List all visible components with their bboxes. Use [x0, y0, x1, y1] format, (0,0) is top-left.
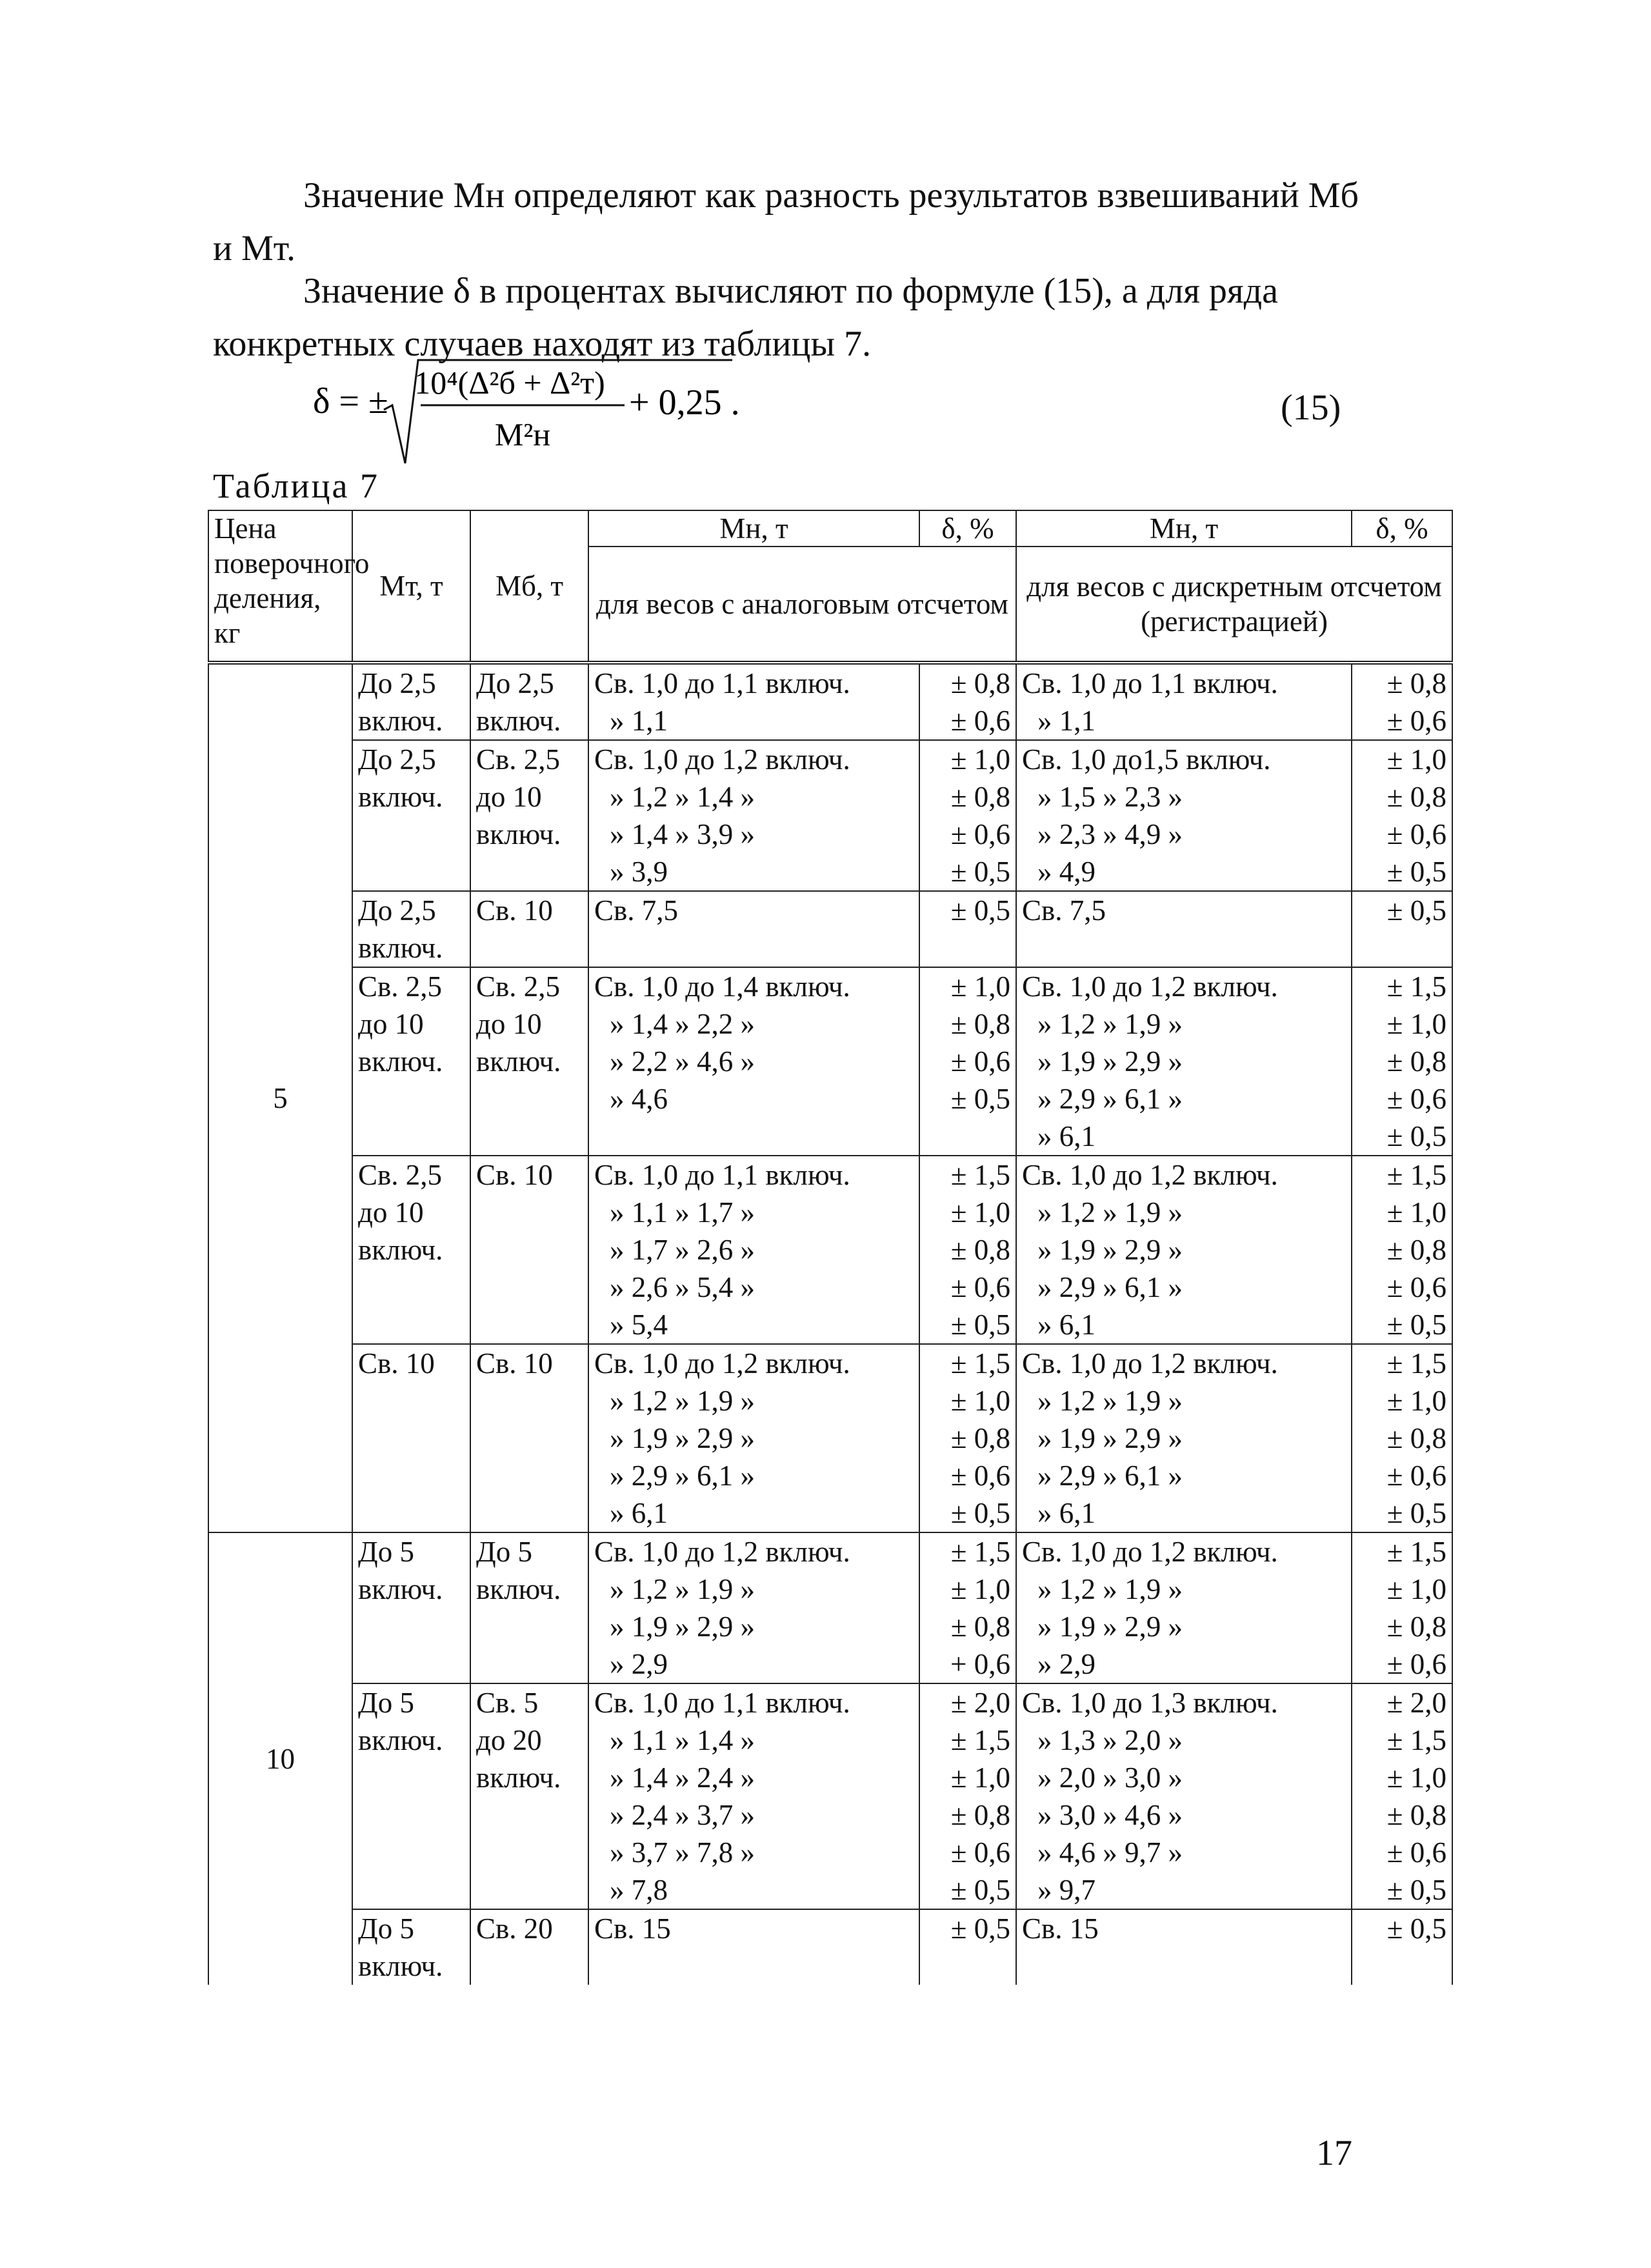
cell-line: Св. 1,0 до 1,2 включ.	[1022, 1347, 1278, 1380]
cell-mt	[352, 663, 470, 740]
cell-line: ± 0,5	[1386, 856, 1446, 888]
cell-line: Св. 1,0 до 1,2 включ.	[1022, 1536, 1278, 1568]
cell-line: » 2,0 » 3,0 »	[1037, 1761, 1183, 1794]
cell-line: ± 0,8	[950, 1008, 1010, 1040]
cell-line: ± 0,5	[950, 894, 1010, 927]
cell-line: До 2,5	[476, 667, 554, 699]
cell-line: Св. 1,0 до 1,1 включ.	[594, 1687, 850, 1719]
cell-line: ± 0,6	[1386, 818, 1446, 850]
equation-number: (15)	[1281, 388, 1341, 428]
cell-line: ± 0,6	[950, 818, 1010, 850]
cell-analog-mn	[588, 1532, 919, 1683]
paragraph-delta-formula-ref: Значение δ в процентах вычисляют по формуле (15), а для ряда конкретных случаев находят из таблицы 7.	[213, 271, 1279, 364]
cell-line: » 1,9 » 2,9 »	[1037, 1234, 1183, 1266]
cell-line: » 4,6	[610, 1083, 668, 1115]
table-row	[208, 1156, 1452, 1344]
cell-line: ± 1,5	[1386, 1536, 1446, 1568]
cell-line: Св. 15	[594, 1912, 671, 1945]
cell-line: ± 1,0	[1386, 1385, 1446, 1417]
cell-line: Св. 2,5	[358, 970, 443, 1003]
table-row	[208, 663, 1452, 740]
cell-line: включ.	[358, 932, 443, 964]
cell-line: Св. 1,0 до 1,2 включ.	[594, 1347, 850, 1380]
cell-line: » 2,9 » 6,1 »	[1037, 1271, 1183, 1303]
cell-line: До 5	[358, 1687, 414, 1719]
cell-discrete-delta	[1352, 891, 1452, 967]
cell-line: ± 1,0	[950, 1196, 1010, 1229]
cell-discrete-mn	[1016, 663, 1352, 740]
cell-line: ± 0,6	[1386, 1836, 1446, 1869]
cell-line: ± 1,0	[950, 1761, 1010, 1794]
formula-15	[0, 348, 1651, 477]
cell-line: » 2,2 » 4,6 »	[610, 1045, 755, 1078]
cell-line: » 9,7	[1037, 1874, 1096, 1906]
cell-line: » 1,9 » 2,9 »	[1037, 1611, 1183, 1643]
cell-analog-delta	[919, 1909, 1016, 1985]
cell-line: ± 0,6	[950, 1836, 1010, 1869]
cell-price-group: 10	[208, 1532, 352, 1985]
cell-analog-mn	[588, 1156, 919, 1344]
cell-mt	[352, 1909, 470, 1985]
cell-line: » 1,9 » 2,9 »	[1037, 1422, 1183, 1454]
cell-line: » 1,9 » 2,9 »	[610, 1611, 755, 1643]
cell-discrete-mn	[1016, 967, 1352, 1156]
cell-mb	[470, 1156, 588, 1344]
cell-line: до 20	[476, 1724, 542, 1756]
cell-line: » 4,6 » 9,7 »	[1037, 1836, 1183, 1869]
cell-analog-mn	[588, 1344, 919, 1532]
cell-line: » 1,1	[1037, 705, 1096, 737]
cell-line: включ.	[358, 1573, 443, 1605]
cell-discrete-mn	[1016, 1344, 1352, 1532]
cell-mb	[470, 1909, 588, 1985]
cell-line: включ.	[358, 705, 443, 737]
cell-line: ± 0,6	[1386, 1271, 1446, 1303]
cell-line: ± 1,0	[1386, 1761, 1446, 1794]
cell-line: ± 0,6	[1386, 1083, 1446, 1115]
cell-line: ± 0,8	[1386, 1045, 1446, 1078]
cell-line: » 1,7 » 2,6 »	[610, 1234, 755, 1266]
cell-line: ± 0,6	[950, 1271, 1010, 1303]
cell-line: ± 0,6	[1386, 705, 1446, 737]
header-mn-analog: Mн, т	[588, 510, 919, 547]
header-discrete: для весов с дискретным отсчетом (регистрацией)	[1016, 547, 1452, 663]
header-analog: для весов с аналоговым отсчетом	[588, 547, 1016, 663]
cell-line: ± 0,5	[950, 1497, 1010, 1529]
cell-analog-mn	[588, 967, 919, 1156]
cell-line: ± 0,8	[950, 781, 1010, 813]
cell-line: ± 0,5	[950, 1912, 1010, 1945]
cell-line: ± 1,5	[1386, 1347, 1446, 1380]
cell-line: ± 1,5	[1386, 970, 1446, 1003]
cell-line: Св. 10	[476, 1347, 553, 1380]
cell-line: » 7,8	[610, 1874, 668, 1906]
cell-line: » 1,4 » 2,2 »	[610, 1008, 755, 1040]
cell-line: ± 1,0	[950, 1385, 1010, 1417]
cell-discrete-delta	[1352, 1156, 1452, 1344]
cell-line: Св. 1,0 до 1,1 включ.	[594, 667, 850, 699]
cell-line: ± 2,0	[1386, 1687, 1446, 1719]
cell-line: ± 0,8	[1386, 781, 1446, 813]
cell-line: Св. 7,5	[1022, 894, 1106, 927]
cell-line: До 5	[358, 1536, 414, 1568]
cell-line: ± 1,5	[950, 1724, 1010, 1756]
cell-line: ± 0,8	[950, 1422, 1010, 1454]
cell-discrete-mn	[1016, 1909, 1352, 1985]
table-row	[208, 967, 1452, 1156]
cell-discrete-mn	[1016, 1532, 1352, 1683]
cell-line: До 2,5	[358, 667, 436, 699]
cell-discrete-delta	[1352, 1344, 1452, 1532]
cell-analog-mn	[588, 891, 919, 967]
cell-line: ± 0,8	[1386, 1799, 1446, 1831]
cell-line: ± 1,0	[1386, 1196, 1446, 1229]
cell-line: ± 0,8	[1386, 1611, 1446, 1643]
cell-line: Св. 2,5	[358, 1159, 443, 1191]
cell-line: Св. 10	[358, 1347, 435, 1380]
cell-analog-delta	[919, 1683, 1016, 1909]
cell-line: Св. 1,0 до 1,3 включ.	[1022, 1687, 1278, 1719]
cell-line: включ.	[476, 818, 561, 850]
cell-analog-delta	[919, 1156, 1016, 1344]
cell-line: ± 0,8	[950, 1611, 1010, 1643]
cell-line: ± 1,0	[1386, 1573, 1446, 1605]
cell-line: ± 1,0	[950, 1573, 1010, 1605]
cell-line: » 4,9	[1037, 856, 1096, 888]
cell-line: ± 0,5	[1386, 1874, 1446, 1906]
cell-line: включ.	[476, 1573, 561, 1605]
cell-line: ± 1,5	[1386, 1724, 1446, 1756]
formula-tail: + 0,25 .	[629, 383, 740, 423]
cell-line: ± 1,5	[1386, 1159, 1446, 1191]
cell-line: » 6,1	[610, 1497, 668, 1529]
cell-line: включ.	[358, 1234, 443, 1266]
cell-discrete-delta	[1352, 1909, 1452, 1985]
header-mt: Mт, т	[352, 510, 470, 663]
cell-line: включ.	[476, 705, 561, 737]
cell-mb	[470, 1532, 588, 1683]
page-number: 17	[1316, 2133, 1352, 2173]
cell-line: включ.	[476, 1761, 561, 1794]
cell-line: До 2,5	[358, 743, 436, 776]
cell-line: ± 0,6	[1386, 1648, 1446, 1680]
cell-line: ± 1,0	[1386, 743, 1446, 776]
formula-numerator: 10⁴(Δ²б + Δ²т)	[414, 365, 605, 401]
cell-line: » 1,2 » 1,9 »	[1037, 1573, 1183, 1605]
cell-line: ± 1,5	[950, 1159, 1010, 1191]
header-delta-analog: δ, %	[919, 510, 1016, 547]
table-row	[208, 1532, 1452, 1683]
cell-line: » 2,9 » 6,1 »	[1037, 1083, 1183, 1115]
header-delta-discrete: δ, %	[1352, 510, 1452, 547]
paragraph-mn-definition: Значение Mн определяют как разность результатов взвешиваний Mб и Mт.	[213, 176, 1359, 268]
table-row	[208, 1909, 1452, 1985]
cell-line: ± 0,8	[1386, 1422, 1446, 1454]
table-row	[208, 891, 1452, 967]
cell-mt	[352, 1683, 470, 1909]
cell-line: » 2,6 » 5,4 »	[610, 1271, 755, 1303]
cell-line: Св. 1,0 до 1,2 включ.	[594, 743, 850, 776]
cell-line: ± 0,5	[950, 1309, 1010, 1341]
cell-mt	[352, 891, 470, 967]
cell-discrete-delta	[1352, 1683, 1452, 1909]
cell-line: ± 0,5	[1386, 894, 1446, 927]
cell-line: » 5,4	[610, 1309, 668, 1341]
cell-line: ± 1,0	[950, 970, 1010, 1003]
cell-line: ± 0,6	[950, 1045, 1010, 1078]
cell-discrete-delta	[1352, 967, 1452, 1156]
cell-line: ± 0,6	[1386, 1460, 1446, 1492]
cell-line: » 1,2 » 1,9 »	[1037, 1196, 1183, 1229]
cell-line: ± 0,8	[950, 667, 1010, 699]
cell-line: » 1,2 » 1,4 »	[610, 781, 755, 813]
cell-line: ± 0,8	[1386, 667, 1446, 699]
cell-line: включ.	[358, 1950, 443, 1982]
cell-line: » 1,2 » 1,9 »	[1037, 1008, 1183, 1040]
cell-line: До 2,5	[358, 894, 436, 927]
cell-analog-delta	[919, 663, 1016, 740]
cell-line: » 2,3 » 4,9 »	[1037, 818, 1183, 850]
cell-mb	[470, 1344, 588, 1532]
cell-line: включ.	[358, 1045, 443, 1078]
cell-line: » 1,1 » 1,4 »	[610, 1724, 755, 1756]
table-caption: Таблица 7	[213, 467, 379, 505]
cell-analog-mn	[588, 1909, 919, 1985]
cell-mt	[352, 1156, 470, 1344]
cell-line: » 1,3 » 2,0 »	[1037, 1724, 1183, 1756]
formula-denominator: M²н	[494, 416, 551, 452]
cell-mb	[470, 663, 588, 740]
cell-line: » 3,0 » 4,6 »	[1037, 1799, 1183, 1831]
header-price: Цена поверочного деления, кг	[208, 510, 352, 663]
cell-line: » 2,9 » 6,1 »	[610, 1460, 755, 1492]
cell-line: Св. 10	[476, 894, 553, 927]
cell-line: Св. 1,0 до 1,2 включ.	[1022, 970, 1278, 1003]
cell-line: ± 0,5	[950, 856, 1010, 888]
cell-line: Св. 15	[1022, 1912, 1099, 1945]
cell-mt	[352, 740, 470, 891]
cell-line: Св. 5	[476, 1687, 539, 1719]
cell-discrete-delta	[1352, 740, 1452, 891]
cell-line: включ.	[476, 1045, 561, 1078]
cell-analog-mn	[588, 1683, 919, 1909]
cell-mt	[352, 967, 470, 1156]
cell-line: Св. 2,5	[476, 743, 561, 776]
cell-line: включ.	[358, 781, 443, 813]
cell-line: ± 0,5	[1386, 1120, 1446, 1152]
cell-line: ± 0,5	[1386, 1497, 1446, 1529]
cell-line: » 2,9	[1037, 1648, 1096, 1680]
cell-line: ± 0,6	[950, 1460, 1010, 1492]
cell-line: » 1,4 » 3,9 »	[610, 818, 755, 850]
cell-line: ± 0,5	[950, 1874, 1010, 1906]
cell-line: ± 1,0	[950, 743, 1010, 776]
cell-line: Св. 1,0 до1,5 включ.	[1022, 743, 1271, 776]
formula-lhs: δ = ±	[313, 381, 388, 421]
cell-line: включ.	[358, 1724, 443, 1756]
table-row	[208, 740, 1452, 891]
table-7	[208, 510, 1453, 1985]
cell-line: » 6,1	[1037, 1497, 1096, 1529]
cell-line: ± 1,0	[1386, 1008, 1446, 1040]
cell-analog-mn	[588, 740, 919, 891]
cell-line: » 2,4 » 3,7 »	[610, 1799, 755, 1831]
cell-line: » 6,1	[1037, 1120, 1096, 1152]
cell-line: » 1,9 » 2,9 »	[610, 1422, 755, 1454]
cell-line: » 1,2 » 1,9 »	[1037, 1385, 1183, 1417]
cell-line: » 1,2 » 1,9 »	[610, 1573, 755, 1605]
cell-line: ± 0,5	[950, 1083, 1010, 1115]
cell-line: ± 0,5	[1386, 1912, 1446, 1945]
cell-line: ± 1,5	[950, 1536, 1010, 1568]
cell-line: Св. 10	[476, 1159, 553, 1191]
cell-discrete-mn	[1016, 1683, 1352, 1909]
header-mb: Mб, т	[470, 510, 588, 663]
cell-analog-delta	[919, 967, 1016, 1156]
cell-line: До 5	[358, 1912, 414, 1945]
cell-line: Св. 7,5	[594, 894, 679, 927]
cell-line: ± 0,6	[950, 705, 1010, 737]
cell-line: Св. 1,0 до 1,1 включ.	[594, 1159, 850, 1191]
header-mn-discrete: Mн, т	[1016, 510, 1352, 547]
cell-line: до 10	[476, 1008, 542, 1040]
cell-line: » 6,1	[1037, 1309, 1096, 1341]
cell-line: ± 0,8	[950, 1799, 1010, 1831]
cell-line: до 10	[476, 781, 542, 813]
table-row	[208, 1344, 1452, 1532]
cell-discrete-mn	[1016, 740, 1352, 891]
cell-line: » 1,5 » 2,3 »	[1037, 781, 1183, 813]
cell-discrete-mn	[1016, 891, 1352, 967]
cell-line: » 2,9 » 6,1 »	[1037, 1460, 1183, 1492]
cell-line: Св. 1,0 до 1,4 включ.	[594, 970, 850, 1003]
cell-line: Св. 1,0 до 1,2 включ.	[594, 1536, 850, 1568]
cell-line: до 10	[358, 1008, 424, 1040]
cell-mt	[352, 1532, 470, 1683]
cell-line: Св. 2,5	[476, 970, 561, 1003]
cell-mb	[470, 967, 588, 1156]
cell-analog-delta	[919, 1344, 1016, 1532]
cell-line: » 1,9 » 2,9 »	[1037, 1045, 1183, 1078]
cell-line: » 3,7 » 7,8 »	[610, 1836, 755, 1869]
cell-mb	[470, 891, 588, 967]
cell-analog-mn	[588, 663, 919, 740]
cell-mb	[470, 1683, 588, 1909]
cell-mt	[352, 1344, 470, 1532]
cell-line: » 1,4 » 2,4 »	[610, 1761, 755, 1794]
cell-analog-delta	[919, 740, 1016, 891]
table-row	[208, 1683, 1452, 1909]
cell-analog-delta	[919, 1532, 1016, 1683]
cell-line: До 5	[476, 1536, 532, 1568]
cell-line: Св. 20	[476, 1912, 553, 1945]
cell-discrete-delta	[1352, 1532, 1452, 1683]
cell-line: » 1,1 » 1,7 »	[610, 1196, 755, 1229]
cell-mb	[470, 740, 588, 891]
cell-discrete-delta	[1352, 663, 1452, 740]
cell-line: » 3,9	[610, 856, 668, 888]
cell-line: ± 0,8	[1386, 1234, 1446, 1266]
cell-line: Св. 1,0 до 1,2 включ.	[1022, 1159, 1278, 1191]
cell-line: Св. 1,0 до 1,1 включ.	[1022, 667, 1278, 699]
cell-analog-delta	[919, 891, 1016, 967]
cell-line: ± 0,5	[1386, 1309, 1446, 1341]
cell-line: до 10	[358, 1196, 424, 1229]
cell-line: + 0,6	[950, 1648, 1010, 1680]
cell-line: » 1,2 » 1,9 »	[610, 1385, 755, 1417]
cell-discrete-mn	[1016, 1156, 1352, 1344]
cell-price-group: 5	[208, 663, 352, 1532]
cell-line: » 1,1	[610, 705, 668, 737]
cell-line: ± 0,8	[950, 1234, 1010, 1266]
cell-line: ± 2,0	[950, 1687, 1010, 1719]
cell-line: » 2,9	[610, 1648, 668, 1680]
cell-line: ± 1,5	[950, 1347, 1010, 1380]
